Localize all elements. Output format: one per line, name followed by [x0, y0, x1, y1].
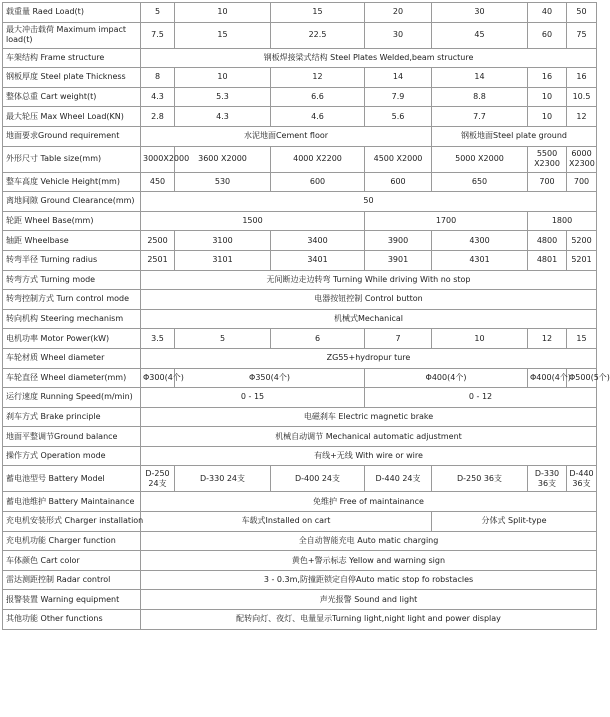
- row-label: 电机功率 Motor Power(kW): [3, 329, 141, 349]
- table-cell: 免维护 Free of maintainance: [141, 492, 597, 512]
- row-label: 操作方式 Operation mode: [3, 446, 141, 466]
- row-label: 蓄电池型号 Battery Model: [3, 466, 141, 492]
- table-cell: 75: [567, 22, 597, 48]
- table-cell: D-440 24支: [365, 466, 432, 492]
- table-row: [3, 329, 597, 349]
- table-row: [3, 348, 597, 368]
- table-cell: 10: [432, 329, 528, 349]
- table-cell: 3900: [365, 231, 432, 251]
- table-cell: 50: [141, 192, 597, 212]
- table-cell: 5.6: [365, 107, 432, 127]
- table-cell: 4300: [432, 231, 528, 251]
- table-cell: 20: [365, 3, 432, 23]
- table-row: [3, 68, 597, 88]
- row-label: 充电机安装形式 Charger installation: [3, 512, 141, 532]
- row-label: 载重量 Raed Load(t): [3, 3, 141, 23]
- row-label: 钢板厚度 Steel plate Thickness: [3, 68, 141, 88]
- table-cell: 3401: [271, 250, 365, 270]
- spec-table-body: [3, 3, 610, 630]
- table-cell: 车载式Installed on cart: [141, 512, 432, 532]
- row-label: 报警装置 Warning equipment: [3, 590, 141, 610]
- table-row: [3, 446, 597, 466]
- row-label: 转向机构 Steering mechanism: [3, 309, 141, 329]
- table-cell: 5: [175, 329, 271, 349]
- table-row: [3, 610, 597, 630]
- table-row: [3, 368, 597, 388]
- row-label: 转弯半径 Turning radius: [3, 250, 141, 270]
- table-row: [3, 407, 597, 427]
- table-cell: 14: [365, 68, 432, 88]
- table-cell: 5000 X2000: [432, 146, 528, 172]
- row-label: 整体总重 Cart weight(t): [3, 87, 141, 107]
- table-cell: 12: [271, 68, 365, 88]
- table-cell: D-400 24支: [271, 466, 365, 492]
- table-row: [3, 466, 597, 492]
- table-row: [3, 570, 597, 590]
- table-cell: 机械式Mechanical: [141, 309, 597, 329]
- table-cell: 1700: [365, 211, 528, 231]
- table-row: [3, 427, 597, 447]
- row-label: 离地间隙 Ground Clearance(mm): [3, 192, 141, 212]
- row-label: 其他功能 Other functions: [3, 610, 141, 630]
- table-row: [3, 492, 597, 512]
- table-cell: D-250 36支: [432, 466, 528, 492]
- table-cell: 0 - 15: [141, 388, 365, 408]
- table-cell: 5500 X2300: [528, 146, 567, 172]
- row-label: 车架结构 Frame structure: [3, 48, 141, 68]
- row-label: 车轮直径 Wheel diameter(mm): [3, 368, 141, 388]
- table-cell: 声光报警 Sound and light: [141, 590, 597, 610]
- table-cell: 16: [528, 68, 567, 88]
- table-cell: D-330 36支: [528, 466, 567, 492]
- row-label: 车体颜色 Cart color: [3, 551, 141, 571]
- row-label: 地面平整调节Ground balance: [3, 427, 141, 447]
- table-row: [3, 107, 597, 127]
- table-cell: ZG55+hydropur ture: [141, 348, 597, 368]
- table-cell: 7.9: [365, 87, 432, 107]
- table-cell: 700: [567, 172, 597, 192]
- table-cell: 4301: [432, 250, 528, 270]
- table-cell: 3.5: [141, 329, 175, 349]
- table-row: [3, 531, 597, 551]
- table-cell: 机械自动调节 Mechanical automatic adjustment: [141, 427, 597, 447]
- table-cell: 0 - 12: [365, 388, 597, 408]
- table-cell: 10: [175, 3, 271, 23]
- table-cell: 无间断边走边转弯 Turning While driving With no stop: [141, 270, 597, 290]
- table-cell: 60: [528, 22, 567, 48]
- table-cell: 全自动智能充电 Auto matic charging: [141, 531, 597, 551]
- table-cell: D-440 36支: [567, 466, 597, 492]
- table-row: [3, 551, 597, 571]
- table-cell: 1800: [528, 211, 597, 231]
- table-cell: 5.3: [175, 87, 271, 107]
- table-cell: 7: [365, 329, 432, 349]
- table-cell: 16: [567, 68, 597, 88]
- table-row: [3, 512, 597, 532]
- table-cell: 2501: [141, 250, 175, 270]
- table-cell: D-330 24支: [175, 466, 271, 492]
- table-cell: 4500 X2000: [365, 146, 432, 172]
- table-cell: 6000 X2300: [567, 146, 597, 172]
- table-cell: 4801: [528, 250, 567, 270]
- table-cell: 530: [175, 172, 271, 192]
- table-cell: 12: [528, 329, 567, 349]
- table-cell: 钢板地面Steel plate ground: [432, 126, 597, 146]
- row-label: 整车高度 Vehicle Height(mm): [3, 172, 141, 192]
- table-cell: Φ400(4个): [365, 368, 528, 388]
- table-cell: 4.3: [175, 107, 271, 127]
- table-cell: Φ400(4个): [528, 368, 567, 388]
- table-cell: 600: [271, 172, 365, 192]
- row-label: 充电机功能 Charger function: [3, 531, 141, 551]
- table-cell: 50: [567, 3, 597, 23]
- table-cell: 12: [567, 107, 597, 127]
- table-cell: 6: [271, 329, 365, 349]
- row-label: 雷达测距控制 Radar control: [3, 570, 141, 590]
- table-cell: 水泥地面Cement floor: [141, 126, 432, 146]
- table-cell: 3000X2000: [141, 146, 175, 172]
- row-label: 最大轮压 Max Wheel Load(KN): [3, 107, 141, 127]
- table-cell: Φ350(4个): [175, 368, 365, 388]
- table-cell: 配转向灯、夜灯、电量显示Turning light,night light and power display: [141, 610, 597, 630]
- row-label: 蓄电池维护 Battery Maintainance: [3, 492, 141, 512]
- table-row: [3, 126, 597, 146]
- table-cell: 3100: [175, 231, 271, 251]
- row-label: 车轮材质 Wheel diameter: [3, 348, 141, 368]
- table-cell: 3901: [365, 250, 432, 270]
- table-cell: 4000 X2200: [271, 146, 365, 172]
- row-label: 轮距 Wheel Base(mm): [3, 211, 141, 231]
- table-cell: 5: [141, 3, 175, 23]
- table-row: [3, 270, 597, 290]
- table-cell: 黄色+警示标志 Yellow and warning sign: [141, 551, 597, 571]
- table-cell: 3 - 0.3m,防撞距锁定自停Auto matic stop fo robstacles: [141, 570, 597, 590]
- table-cell: 钢板焊接梁式结构 Steel Plates Welded,beam structure: [141, 48, 597, 68]
- spec-table: [2, 2, 610, 630]
- table-cell: 3600 X2000: [175, 146, 271, 172]
- table-row: [3, 211, 597, 231]
- table-cell: 分体式 Split-type: [432, 512, 597, 532]
- table-cell: 5200: [567, 231, 597, 251]
- table-cell: 15: [271, 3, 365, 23]
- table-cell: 4.3: [141, 87, 175, 107]
- table-row: [3, 231, 597, 251]
- table-row: [3, 388, 597, 408]
- table-cell: 5201: [567, 250, 597, 270]
- table-cell: 7.5: [141, 22, 175, 48]
- table-row: [3, 87, 597, 107]
- table-cell: 1500: [141, 211, 365, 231]
- table-cell: 2500: [141, 231, 175, 251]
- table-cell: 4.6: [271, 107, 365, 127]
- table-cell: 30: [365, 22, 432, 48]
- table-cell: 2.8: [141, 107, 175, 127]
- table-cell: 450: [141, 172, 175, 192]
- table-row: [3, 590, 597, 610]
- table-cell: 3400: [271, 231, 365, 251]
- table-cell: 电磁刹车 Electric magnetic brake: [141, 407, 597, 427]
- table-row: [3, 48, 597, 68]
- table-cell: D-250 24支: [141, 466, 175, 492]
- table-cell: 22.5: [271, 22, 365, 48]
- table-cell: Φ300(4个): [141, 368, 175, 388]
- table-cell: 10: [528, 107, 567, 127]
- table-cell: 30: [432, 3, 528, 23]
- row-label: 最大冲击载荷 Maximum impact load(t): [3, 22, 141, 48]
- table-row: [3, 290, 597, 310]
- table-cell: 8: [141, 68, 175, 88]
- table-cell: 45: [432, 22, 528, 48]
- table-cell: 3101: [175, 250, 271, 270]
- table-cell: 15: [567, 329, 597, 349]
- table-cell: 600: [365, 172, 432, 192]
- table-row: [3, 192, 597, 212]
- row-label: 地面要求Ground requirement: [3, 126, 141, 146]
- table-cell: 8.8: [432, 87, 528, 107]
- table-row: [3, 172, 597, 192]
- table-row: [3, 22, 597, 48]
- table-cell: 电器按钮控制 Control button: [141, 290, 597, 310]
- table-cell: 40: [528, 3, 567, 23]
- row-label: 外形尺寸 Table size(mm): [3, 146, 141, 172]
- table-cell: 700: [528, 172, 567, 192]
- table-cell: 10: [175, 68, 271, 88]
- table-row: [3, 3, 597, 23]
- row-label: 运行速度 Running Speed(m/min): [3, 388, 141, 408]
- table-cell: 15: [175, 22, 271, 48]
- row-label: 转弯方式 Turning mode: [3, 270, 141, 290]
- table-cell: 10.5: [567, 87, 597, 107]
- table-row: [3, 146, 597, 172]
- table-cell: Φ500(5个): [567, 368, 597, 388]
- table-cell: 10: [528, 87, 567, 107]
- table-cell: 7.7: [432, 107, 528, 127]
- row-label: 轴距 Wheelbase: [3, 231, 141, 251]
- table-cell: 4800: [528, 231, 567, 251]
- table-cell: 有线+无线 With wire or wire: [141, 446, 597, 466]
- table-cell: 6.6: [271, 87, 365, 107]
- table-row: [3, 250, 597, 270]
- table-cell: 14: [432, 68, 528, 88]
- row-label: 转弯控制方式 Turn control mode: [3, 290, 141, 310]
- table-cell: 650: [432, 172, 528, 192]
- table-row: [3, 309, 597, 329]
- row-label: 刹车方式 Brake principle: [3, 407, 141, 427]
